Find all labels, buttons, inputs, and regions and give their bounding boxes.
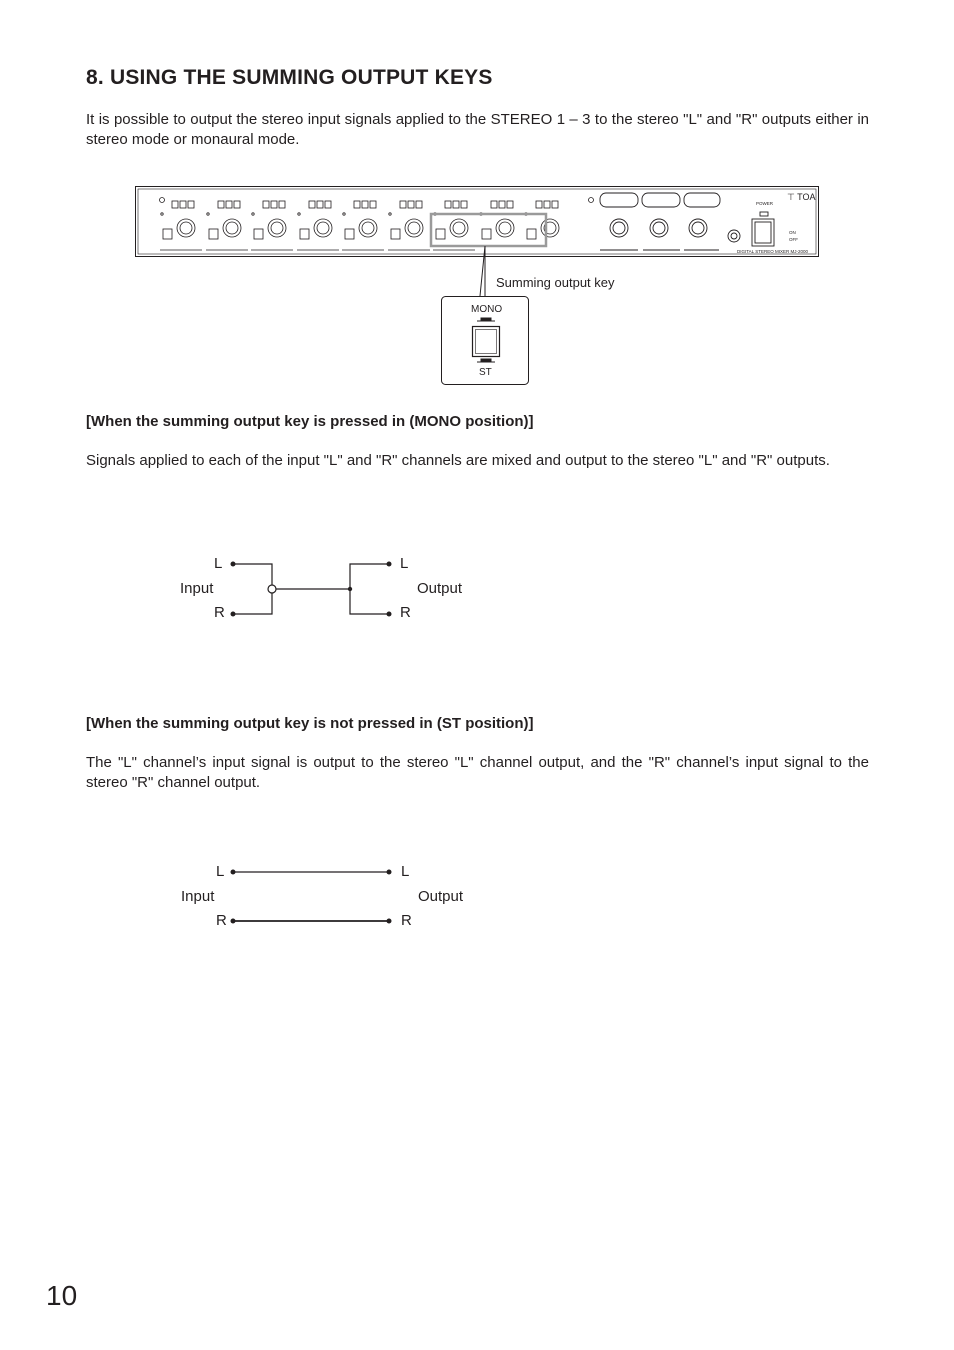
svg-text:OFF: OFF [789,237,798,242]
key-mono-label: MONO [471,304,503,315]
summing-key-callout: Summing output key [496,275,615,290]
mono-output-l: L [400,555,409,572]
st-input-r: R [216,912,227,929]
mono-output-r: R [400,604,411,621]
page-number: 10 [46,1280,78,1311]
st-output-r: R [401,912,412,929]
mono-section-title: [When the summing output key is pressed in (MONO position)] [86,413,534,430]
mono-section-body: Signals applied to each of the input "L" and "R" channels are mixed and output to the stereo "L" and "R" outputs. [86,452,830,469]
st-section-body: The "L" channel’s input signal is output to the stereo "L" channel output, and the "R" channel’s input signal to the stereo "R" channel output. [86,754,869,791]
svg-text:ON: ON [789,230,796,235]
mono-output-label: Output [417,580,463,597]
st-input-label: Input [181,888,215,905]
st-section-title: [When the summing output key is not pressed in (ST position)] [86,715,534,732]
mono-input-label: Input [180,580,214,597]
mono-input-l: L [214,555,223,572]
key-st-label: ST [479,367,492,378]
section-heading: 8. USING THE SUMMING OUTPUT KEYS [86,66,493,89]
mono-input-r: R [214,604,225,621]
brand-logo: ⊤ TOA [787,192,816,202]
intro-paragraph: It is possible to output the stereo input signals applied to the STEREO 1 – 3 to the stereo "L" and "R" outputs either in stereo mode or monaural mode. [86,111,869,148]
st-output-l: L [401,863,410,880]
svg-text:POWER: POWER [756,201,774,206]
st-output-label: Output [418,888,464,905]
svg-text:DIGITAL STEREO MIXER MJ-2000: DIGITAL STEREO MIXER MJ-2000 [737,249,809,254]
st-input-l: L [216,863,225,880]
